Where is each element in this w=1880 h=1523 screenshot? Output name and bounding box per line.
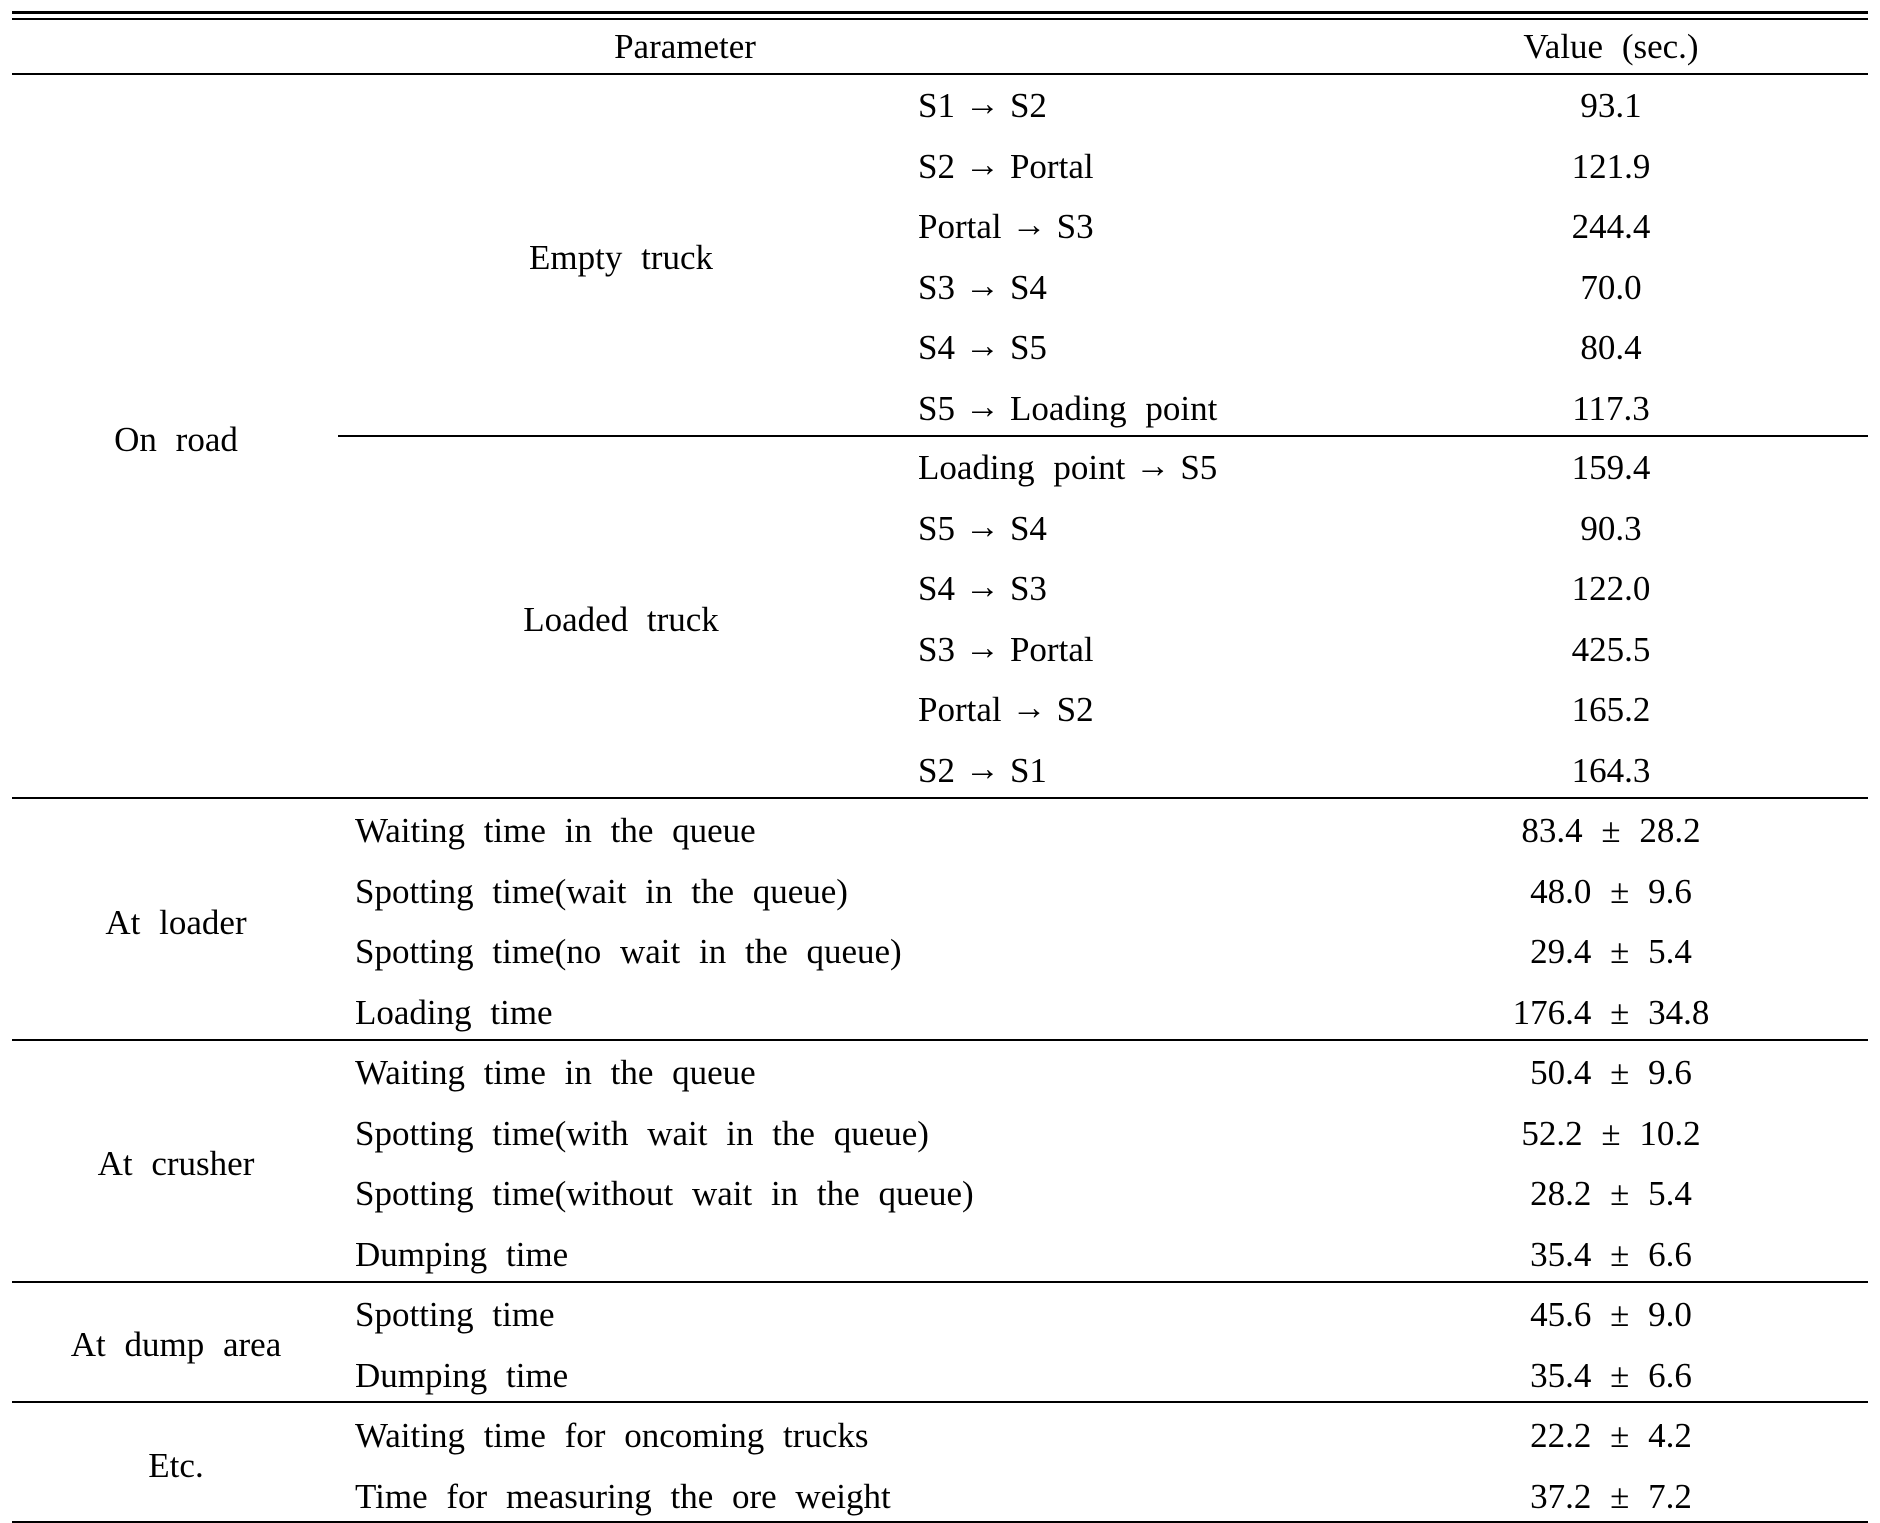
route-to: S4 xyxy=(1009,268,1047,307)
parameter-cell: Waiting time in the queue xyxy=(355,811,756,850)
group-label-at-loader: At loader xyxy=(105,903,247,942)
group-label-at-dump-area: At dump area xyxy=(70,1325,282,1364)
arrow-icon: → xyxy=(964,387,1000,426)
value-cell: 50.4 ± 9.6 xyxy=(1530,1053,1692,1092)
header-rule xyxy=(12,73,1868,75)
route-cell xyxy=(918,688,1094,729)
table-top-rule xyxy=(12,11,1868,14)
value-cell: 176.4 ± 34.8 xyxy=(1512,993,1710,1032)
arrow-icon: → xyxy=(964,749,1000,788)
arrow-icon: → xyxy=(964,507,1000,546)
value-cell: 90.3 xyxy=(1580,509,1642,548)
parameter-cell: Waiting time in the queue xyxy=(355,1053,756,1092)
route-from: S3 xyxy=(918,630,955,669)
parameter-cell: Waiting time for oncoming trucks xyxy=(355,1416,869,1455)
route-cell xyxy=(918,446,1218,487)
route-cell xyxy=(918,567,1047,608)
route-from: S4 xyxy=(918,328,955,367)
route-to: S1 xyxy=(1009,751,1047,790)
subgroup-label-loaded-truck: Loaded truck xyxy=(523,600,719,639)
route-cell xyxy=(918,507,1047,548)
route-to: S3 xyxy=(1056,207,1094,246)
value-cell: 22.2 ± 4.2 xyxy=(1530,1416,1692,1455)
group-label-on-road: On road xyxy=(114,420,238,459)
value-cell: 164.3 xyxy=(1571,751,1651,790)
route-to: S2 xyxy=(1009,86,1047,125)
arrow-icon: → xyxy=(964,326,1000,365)
route-from: S5 xyxy=(918,509,955,548)
route-cell xyxy=(918,205,1094,246)
group-label-etc: Etc. xyxy=(148,1446,204,1485)
arrow-icon: → xyxy=(964,266,1000,305)
route-cell xyxy=(918,145,1094,186)
group-label-at-crusher: At crusher xyxy=(97,1144,255,1183)
value-cell: 117.3 xyxy=(1572,389,1650,428)
value-cell: 48.0 ± 9.6 xyxy=(1530,872,1692,911)
route-from: Portal xyxy=(918,207,1002,246)
group-rule-at-crusher xyxy=(12,1281,1868,1283)
subgroup-label-empty-truck: Empty truck xyxy=(529,238,713,277)
arrow-icon: → xyxy=(1011,205,1047,244)
route-to: S4 xyxy=(1009,509,1047,548)
value-cell: 83.4 ± 28.2 xyxy=(1521,811,1701,850)
subgroup-rule xyxy=(338,435,1868,437)
table-top-rule-inner xyxy=(12,18,1868,20)
group-rule-at-loader xyxy=(12,1039,1868,1041)
parameter-cell: Spotting time(with wait in the queue) xyxy=(355,1114,929,1153)
arrow-icon: → xyxy=(964,628,1000,667)
parameter-cell: Dumping time xyxy=(355,1235,569,1274)
value-cell: 122.0 xyxy=(1571,569,1651,608)
route-cell xyxy=(918,387,1218,428)
parameter-cell: Time for measuring the ore weight xyxy=(355,1477,891,1516)
value-cell: 52.2 ± 10.2 xyxy=(1521,1114,1701,1153)
value-cell: 121.9 xyxy=(1571,147,1651,186)
value-cell: 244.4 xyxy=(1571,207,1651,246)
route-from: Portal xyxy=(918,690,1002,729)
parameter-cell: Spotting time(without wait in the queue) xyxy=(355,1174,974,1213)
header-value: Value (sec.) xyxy=(1523,27,1699,66)
route-to: S5 xyxy=(1180,448,1218,487)
arrow-icon: → xyxy=(1135,446,1171,485)
arrow-icon: → xyxy=(964,145,1000,184)
route-from: S2 xyxy=(918,751,955,790)
group-rule-on-road xyxy=(12,797,1868,799)
route-from: S3 xyxy=(918,268,955,307)
value-cell: 28.2 ± 5.4 xyxy=(1530,1174,1692,1213)
parameter-cell: Spotting time(wait in the queue) xyxy=(355,872,848,911)
value-cell: 93.1 xyxy=(1580,86,1642,125)
parameter-cell: Spotting time xyxy=(355,1295,555,1334)
route-cell xyxy=(918,326,1047,367)
route-to: Portal xyxy=(1009,630,1094,669)
value-cell: 159.4 xyxy=(1571,448,1651,487)
parameter-cell: Dumping time xyxy=(355,1356,569,1395)
route-cell xyxy=(918,749,1047,790)
value-cell: 37.2 ± 7.2 xyxy=(1530,1477,1692,1516)
arrow-icon: → xyxy=(964,84,1000,123)
parameter-cell: Spotting time(no wait in the queue) xyxy=(355,932,902,971)
value-cell: 80.4 xyxy=(1580,328,1642,367)
route-from: Loading point xyxy=(918,448,1126,487)
route-to: S3 xyxy=(1009,569,1047,608)
header-parameter: Parameter xyxy=(614,27,756,66)
parameter-cell: Loading time xyxy=(355,993,553,1032)
route-cell xyxy=(918,266,1047,307)
value-cell: 165.2 xyxy=(1571,690,1651,729)
route-cell xyxy=(918,84,1047,125)
value-cell: 35.4 ± 6.6 xyxy=(1530,1235,1692,1274)
route-from: S2 xyxy=(918,147,955,186)
route-from: S4 xyxy=(918,569,955,608)
route-from: S1 xyxy=(918,86,955,125)
route-cell xyxy=(918,628,1094,669)
value-cell: 35.4 ± 6.6 xyxy=(1530,1356,1692,1395)
route-to: S5 xyxy=(1009,328,1047,367)
route-from: S5 xyxy=(918,389,955,428)
arrow-icon: → xyxy=(1011,688,1047,727)
value-cell: 70.0 xyxy=(1580,268,1642,307)
route-to: S2 xyxy=(1056,690,1094,729)
group-rule-at-dump-area xyxy=(12,1401,1868,1403)
route-to: Loading point xyxy=(1009,389,1218,428)
value-cell: 45.6 ± 9.0 xyxy=(1530,1295,1692,1334)
value-cell: 425.5 xyxy=(1571,630,1651,669)
route-to: Portal xyxy=(1009,147,1094,186)
arrow-icon: → xyxy=(964,567,1000,606)
value-cell: 29.4 ± 5.4 xyxy=(1530,932,1692,971)
